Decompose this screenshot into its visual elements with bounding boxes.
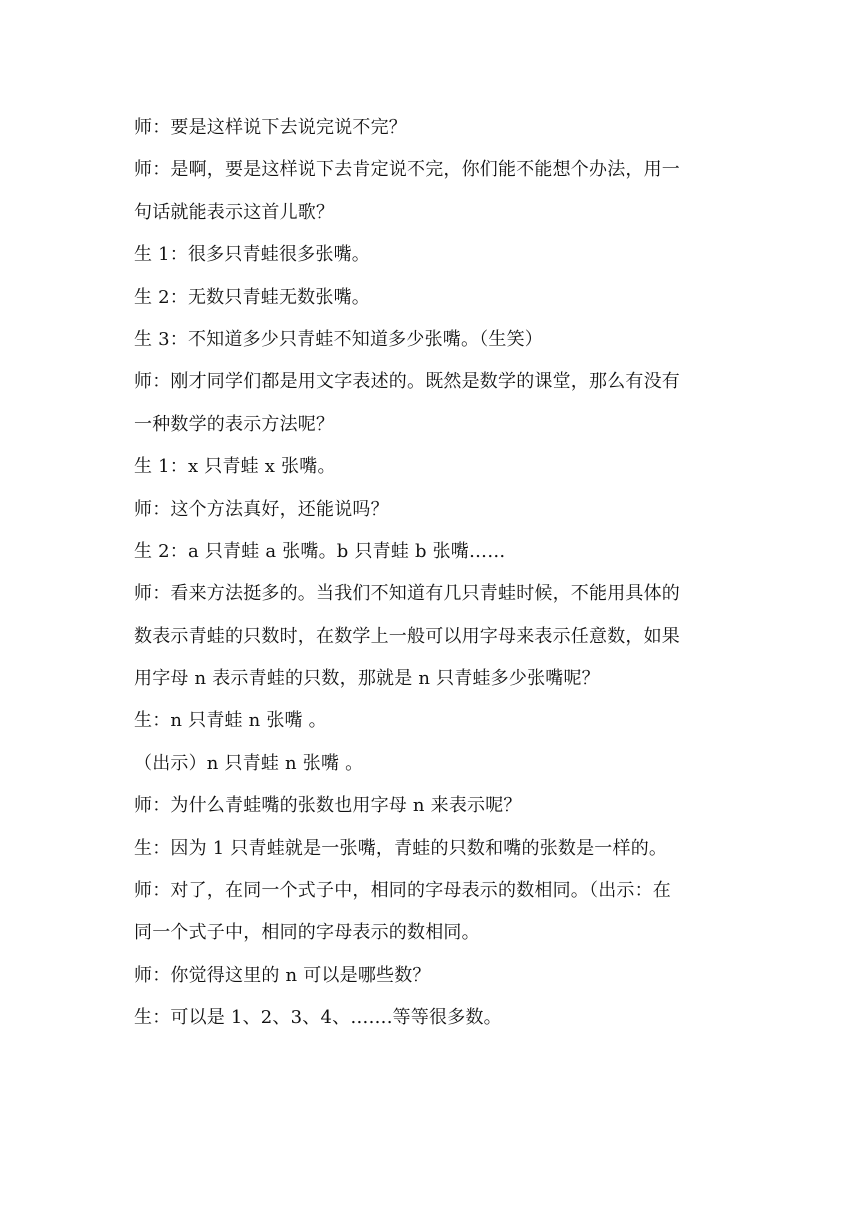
text-line: 师：这个方法真好，还能说吗？	[134, 498, 389, 520]
text-line: 数表示青蛙的只数时，在数学上一般可以用字母来表示任意数，如果	[134, 625, 680, 647]
text-line: （出示）n 只青蛙 n 张嘴 。	[134, 752, 364, 774]
text-line: 师：是啊，要是这样说下去肯定说不完，你们能不能想个办法，用一	[134, 159, 680, 181]
dialogue-text-block	[134, 107, 734, 1040]
text-line: 一种数学的表示方法呢？	[134, 413, 335, 435]
text-line: 句话就能表示这首儿歌？	[134, 201, 335, 223]
text-line: 师：为什么青蛙嘴的张数也用字母 n 来表示呢？	[134, 795, 522, 817]
text-line: 生 2：a 只青蛙 a 张嘴。b 只青蛙 b 张嘴……	[134, 540, 506, 562]
text-line: 生：可以是 1、2、3、4、…….等等很多数。	[134, 1007, 502, 1029]
text-line: 生 3：不知道多少只青蛙不知道多少张嘴。（生笑）	[134, 328, 543, 350]
text-line: 师：看来方法挺多的。当我们不知道有几只青蛙时候，不能用具体的	[134, 583, 680, 605]
text-line: 用字母 n 表示青蛙的只数，那就是 n 只青蛙多少张嘴呢？	[134, 668, 600, 690]
text-line: 生：因为 1 只青蛙就是一张嘴，青蛙的只数和嘴的张数是一样的。	[134, 837, 668, 859]
text-line: 师：刚才同学们都是用文字表述的。既然是数学的课堂，那么有没有	[134, 371, 680, 393]
text-line: 生 2：无数只青蛙无数张嘴。	[134, 286, 370, 308]
text-line: 师：要是这样说下去说完说不完？	[134, 117, 407, 138]
text-line: 同一个式子中，相同的字母表示的数相同。	[134, 922, 480, 944]
text-line: 生 1：很多只青蛙很多张嘴。	[134, 244, 370, 266]
text-line: 生 1：x 只青蛙 x 张嘴。	[134, 456, 336, 478]
text-line: 师：对了，在同一个式子中，相同的字母表示的数相同。（出示：在	[134, 880, 671, 902]
text-line: 生：n 只青蛙 n 张嘴 。	[134, 710, 327, 732]
text-line: 师：你觉得这里的 n 可以是哪些数？	[134, 964, 431, 986]
